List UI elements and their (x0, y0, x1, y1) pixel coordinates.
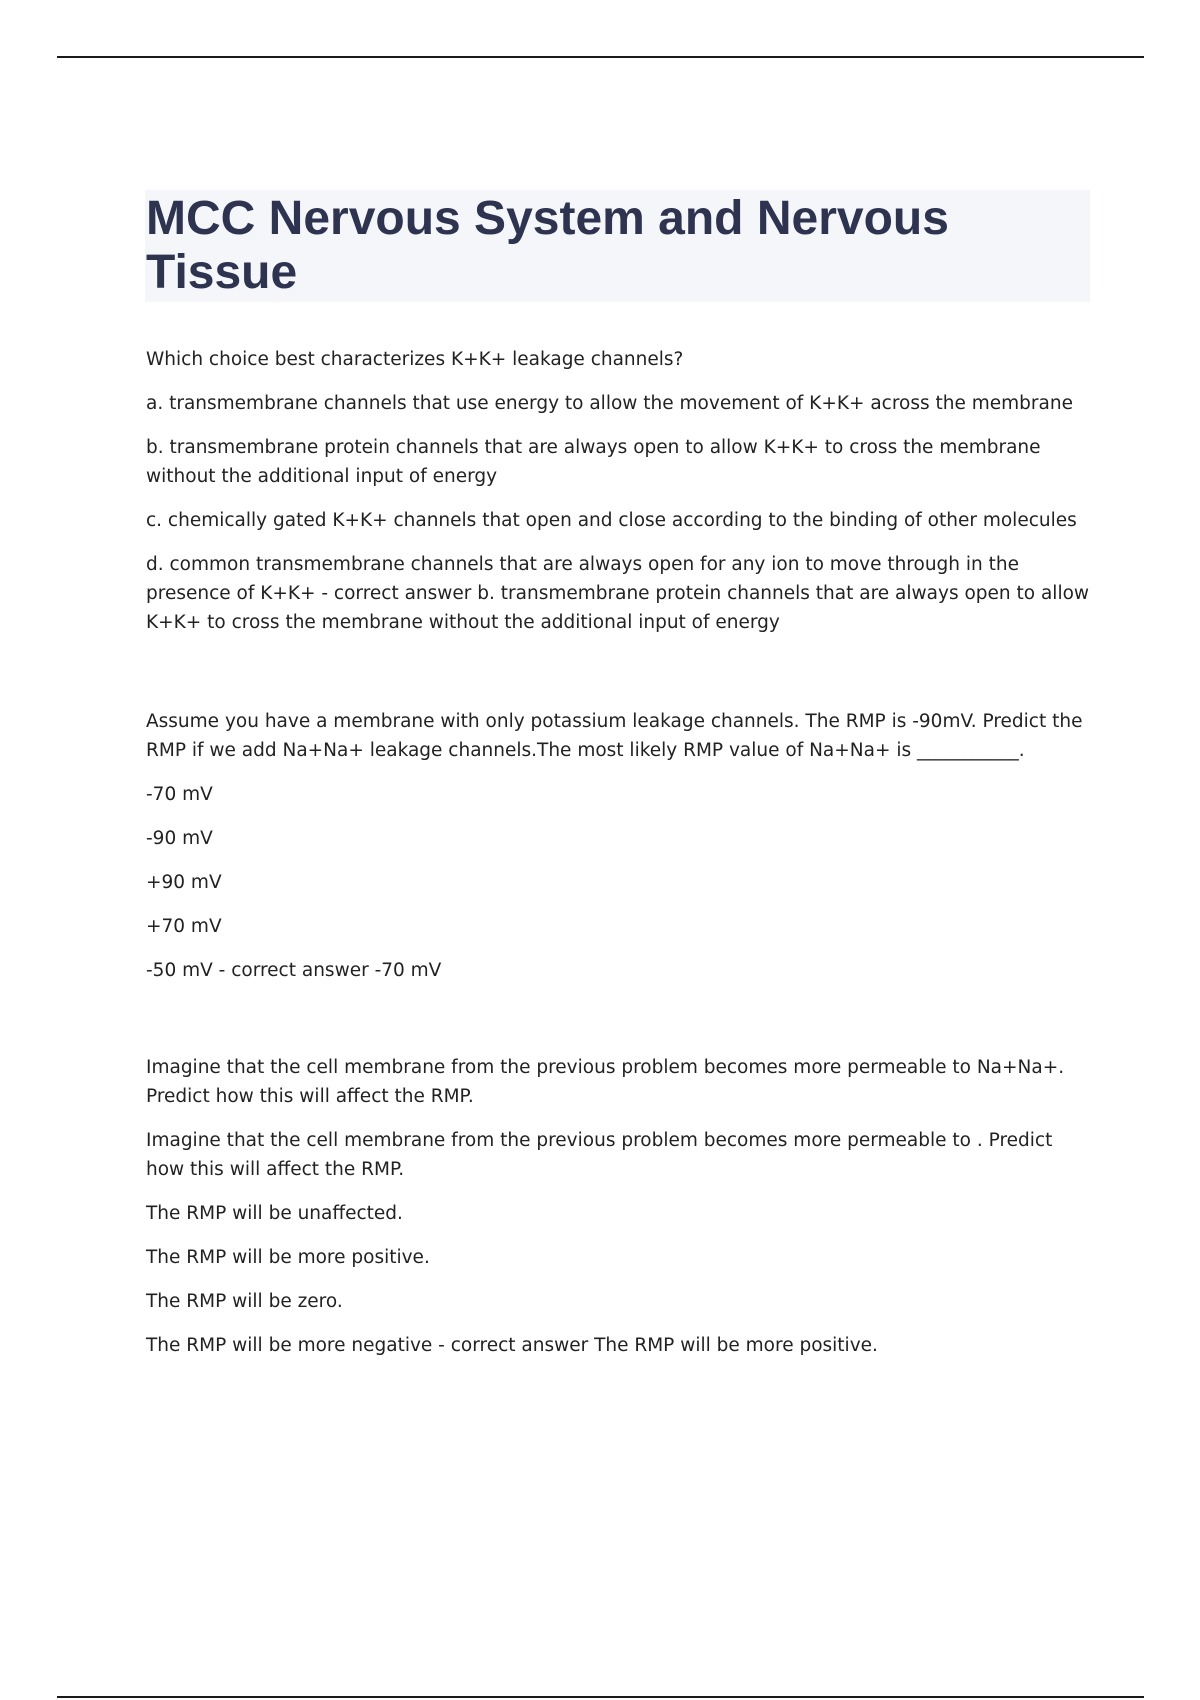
question-spacer (146, 1000, 1096, 1053)
bottom-rule (57, 1696, 1144, 1698)
answer-option: -70 mV (146, 784, 213, 805)
answer-option: c. chemically gated K+K+ channels that open and close according to the binding of other molecules (146, 510, 1077, 531)
question-block (146, 707, 1096, 985)
answer-option: The RMP will be more positive. (146, 1247, 430, 1268)
question-block (146, 1053, 1096, 1360)
question-text: Assume you have a membrane with only potassium leakage channels. The RMP is -90mV. Predict the RMP if we add Na+Na+ leakage channels.The most likely RMP value of Na+Na+ is ___________. (146, 711, 1083, 761)
top-rule (57, 56, 1144, 58)
answer-option-with-correct-answer: The RMP will be more negative - correct answer The RMP will be more positive. (146, 1335, 878, 1356)
question-text: Imagine that the cell membrane from the previous problem becomes more permeable to Na+Na+. Predict how this will affect the RMP. (146, 1057, 1065, 1107)
answer-option: +90 mV (146, 872, 222, 893)
answer-option: The RMP will be unaffected. (146, 1203, 403, 1224)
document-body (146, 345, 1096, 1375)
document-title: MCC Nervous System and Nervous Tissue (146, 192, 949, 299)
answer-option-with-correct-answer: d. common transmembrane channels that are always open for any ion to move through in the presence of K+K+ - correct answer b. transmembrane protein channels that are always open to allow K+K+ to cross the membrane without the additional input of energy (146, 554, 1090, 633)
answer-option: -90 mV (146, 828, 213, 849)
question-block (146, 345, 1096, 637)
answer-option: b. transmembrane protein channels that are always open to allow K+K+ to cross the membrane without the additional input of energy (146, 437, 1041, 487)
question-text: Imagine that the cell membrane from the previous problem becomes more permeable to . Predict how this will affect the RMP. (146, 1130, 1053, 1180)
answer-option: The RMP will be zero. (146, 1291, 343, 1312)
answer-option: a. transmembrane channels that use energy to allow the movement of K+K+ across the membrane (146, 393, 1073, 414)
answer-option-with-correct-answer: -50 mV - correct answer -70 mV (146, 960, 442, 981)
answer-option: +70 mV (146, 916, 222, 937)
question-text: Which choice best characterizes K+K+ leakage channels? (146, 349, 684, 370)
question-spacer (146, 652, 1096, 707)
